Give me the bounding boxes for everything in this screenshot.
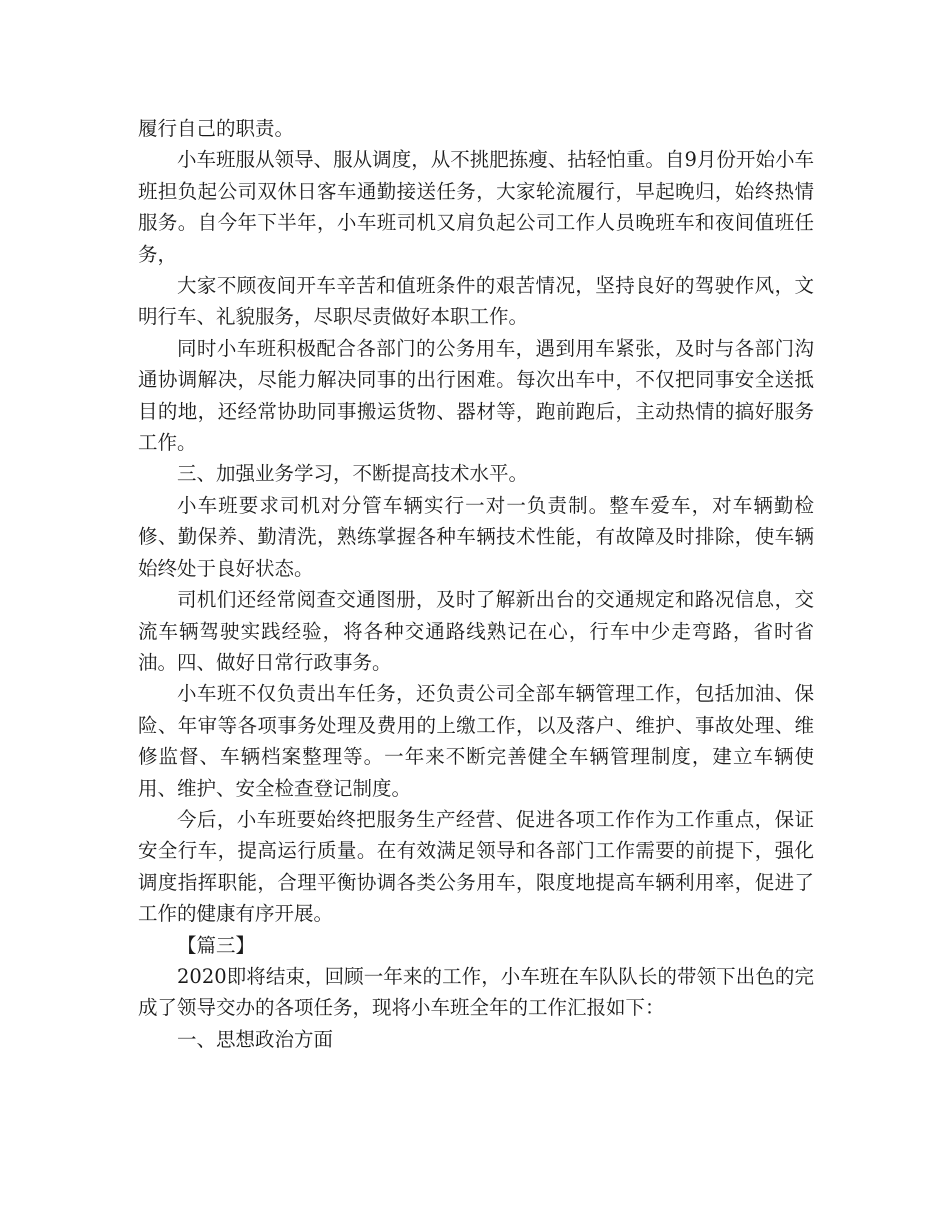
paragraph-future-plan: 今后，小车班要始终把服务生产经营、促进各项工作作为工作重点，保证安全行车，提高运行质量。在有效满足领导和各部门工作需要的前提下，强化调度指挥职能，合理平衡协调各类公务用车，限度地提高车辆利用率，促进了工作的健康有序开展。 bbox=[138, 807, 814, 926]
paragraph-vehicle-care: 小车班要求司机对分管车辆实行一对一负责制。整车爱车，对车辆勤检修、勤保养、勤清洗，熟练掌握各种车辆技术性能，有故障及时排除，使车辆始终处于良好状态。 bbox=[138, 493, 814, 580]
section-heading-part-three: 【篇三】 bbox=[177, 933, 256, 957]
document-body bbox=[138, 113, 814, 1055]
paragraph-night-duty: 大家不顾夜间开车辛苦和值班条件的艰苦情况，坚持良好的驾驶作风，文明行车、礼貌服务，尽职尽责做好本职工作。 bbox=[138, 274, 814, 329]
paragraph-year-review: 2020即将结束，回顾一年来的工作，小车班在车队队长的带领下出色的完成了领导交办的各项任务，现将小车班全年的工作汇报如下： bbox=[138, 964, 814, 1020]
paragraph-traffic-knowledge: 司机们还经常阅查交通图册，及时了解新出台的交通规定和路况信息，交流车辆驾驶实践经验，将各种交通路线熟记在心，行车中少走弯路，省时省油。四、做好日常行政事务。 bbox=[138, 588, 814, 674]
paragraph-obey-dispatch: 小车班服从领导、服从调度，从不挑肥拣瘦、拈轻怕重。自9月份开始小车班担负起公司双休日客车通勤接送任务，大家轮流履行，早起晚归，始终热情服务。自今年下半年，小车班司机又肩负起公司工作人员晚班车和夜间值班任务， bbox=[138, 148, 814, 266]
paragraph-continuation: 履行自己的职责。 bbox=[138, 117, 295, 140]
paragraph-vehicle-management: 小车班不仅负责出车任务，还负责公司全部车辆管理工作，包括加油、保险、年审等各项事务处理及费用的上缴工作，以及落户、维护、事故处理、维修监督、车辆档案整理等。一年来不断完善健全车辆管理制度，建立车辆使用、维护、安全检查登记制度。 bbox=[138, 682, 814, 800]
paragraph-cooperation: 同时小车班积极配合各部门的公务用车，遇到用车紧张，及时与各部门沟通协调解决，尽能力解决同事的出行困难。每次出车中，不仅把同事安全送抵目的地，还经常协助同事搬运货物、器材等，跑前跑后，主动热情的搞好服务工作。 bbox=[138, 336, 814, 455]
section-heading-study: 三、加强业务学习，不断提高技术水平。 bbox=[177, 462, 529, 486]
section-heading-ideology: 一、思想政治方面 bbox=[177, 1027, 334, 1051]
